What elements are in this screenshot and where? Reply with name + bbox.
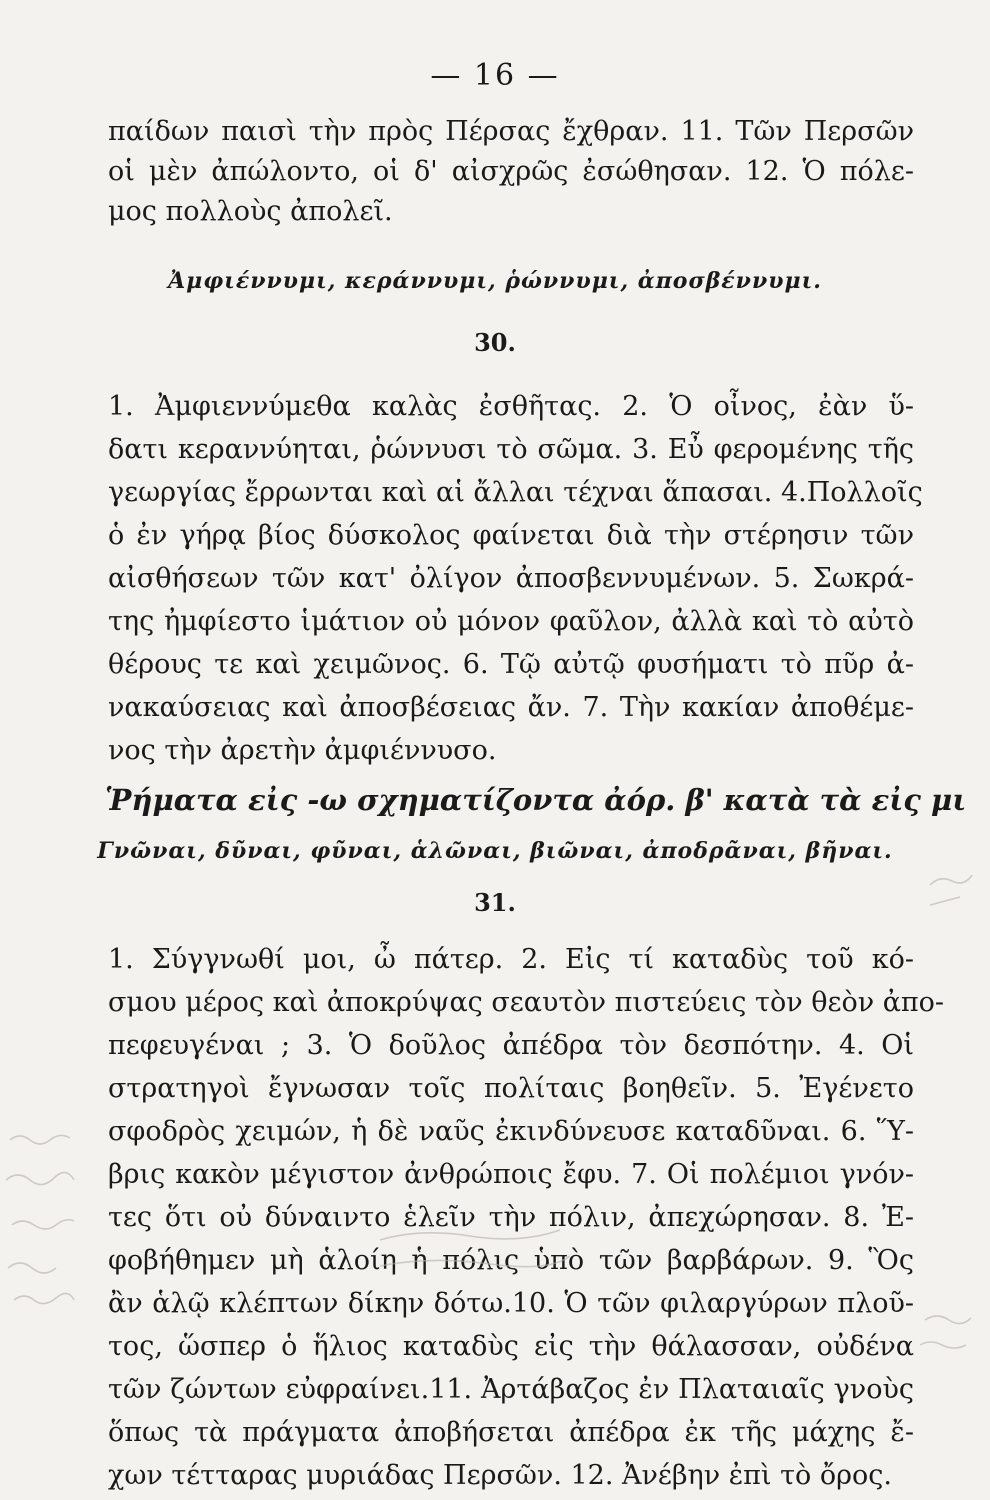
section-31-line: τος, ὥσπερ ὁ ἥλιος καταδὺς εἰς τὴν θάλασσαν, οὐδένα	[108, 1331, 914, 1362]
section-30-line: αἰσθήσεων τῶν κατ' ὀλίγον ἀποσβεννυμένων. 5. Σωκρά-	[108, 563, 914, 594]
section-30-line: θέρους τε καὶ χειμῶνος. 6. Τῷ αὐτῷ φυσήματι τὸ πῦρ ἀ-	[108, 649, 914, 680]
section-31-main-heading: Ῥήματα εἰς -ω σχηματίζοντα ἀόρ. β' κατὰ τὰ εἰς μι	[105, 783, 967, 817]
section-31-line: φοβήθημεν μὴ ἁλοίη ἡ πόλις ὑπὸ τῶν βαρβάρων. 9. Ὃς	[108, 1245, 914, 1276]
section-31-sub-heading: Γνῶναι, δῦναι, φῦναι, ἁλῶναι, βιῶναι, ἀποδρᾶναι, βῆναι.	[97, 838, 893, 864]
section-31-line: πεφευγέναι ; 3. Ὁ δοῦλος ἀπέδρα τὸν δεσπότην. 4. Οἱ	[108, 1030, 914, 1061]
section-31-number: 31.	[474, 888, 516, 917]
section-30-line: 1. Ἀμφιεννύμεθα καλὰς ἐσθῆτας. 2. Ὁ οἶνος, ἐὰν ὕ-	[108, 391, 914, 422]
section-31-line: βρις κακὸν μέγιστον ἀνθρώποις ἔφυ. 7. Οἱ πολέμιοι γνόν-	[108, 1159, 914, 1190]
section-31-line: τῶν ζώντων εὐφραίνει.11. Ἀρτάβαζος ἐν Πλαταιαῖς γνοὺς	[108, 1374, 914, 1405]
section-31-line: 1. Σύγγνωθί μοι, ὦ πάτερ. 2. Εἰς τί καταδὺς τοῦ κό-	[108, 944, 914, 975]
section-31-line: σφοδρὸς χειμών, ἡ δὲ ναῦς ἐκινδύνευσε καταδῦναι. 6. Ὕ-	[108, 1116, 914, 1147]
section-31-line: τες ὅτι οὐ δύναιντο ἑλεῖν τὴν πόλιν, ἀπεχώρησαν. 8. Ἐ-	[108, 1202, 914, 1233]
intro-line: οἱ μὲν ἀπώλοντο, οἱ δ' αἰσχρῶς ἐσώθησαν. 12. Ὁ πόλε-	[108, 156, 914, 187]
section-30-line: της ἠμφίεστο ἱμάτιον οὐ μόνον φαῦλον, ἀλλὰ καὶ τὸ αὐτὸ	[108, 606, 914, 637]
intro-line: παίδων παισὶ τὴν πρὸς Πέρσας ἔχθραν. 11. Τῶν Περσῶν	[108, 116, 914, 147]
section-31-line: στρατηγοὶ ἔγνωσαν τοῖς πολίταις βοηθεῖν. 5. Ἐγένετο	[108, 1073, 914, 1104]
section-30-heading: Ἀμφιέννυμι, κεράννυμι, ῥώννυμι, ἀποσβέννυμι.	[168, 268, 822, 294]
section-30-line: ὁ ἐν γήρᾳ βίος δύσκολος φαίνεται διὰ τὴν στέρησιν τῶν	[108, 520, 914, 551]
section-31-line: σμου μέρος καὶ ἀποκρύψας σεαυτὸν πιστεύεις τὸν θεὸν ἀπο-	[108, 987, 945, 1018]
section-30-line: γεωργίας ἔρρωνται καὶ αἱ ἄλλαι τέχναι ἅπασαι. 4.Πολλοῖς	[108, 477, 923, 508]
intro-line: μος πολλοὺς ἀπολεῖ.	[108, 196, 393, 227]
section-31-line: ὅπως τὰ πράγματα ἀποβήσεται ἀπέδρα ἐκ τῆς μάχης ἔ-	[108, 1417, 914, 1448]
section-30-line: νος τὴν ἀρετὴν ἀμφιέννυσο.	[108, 735, 497, 766]
section-30-line: δατι κεραννύηται, ῥώννυσι τὸ σῶμα. 3. Εὖ φερομένης τῆς	[108, 434, 914, 465]
section-30-number: 30.	[474, 328, 516, 357]
section-31-line: ἂν ἁλῷ κλέπτων δίκην δότω.10. Ὁ τῶν φιλαργύρων πλοῦ-	[108, 1288, 914, 1319]
section-30-line: νακαύσειας καὶ ἀποσβέσειας ἄν. 7. Τὴν κακίαν ἀποθέμε-	[108, 692, 914, 723]
section-31-line: χων τέτταρας μυριάδας Περσῶν. 12. Ἀνέβην ἐπὶ τὸ ὄρος.	[108, 1460, 892, 1491]
page-number: — 16 —	[430, 58, 560, 93]
